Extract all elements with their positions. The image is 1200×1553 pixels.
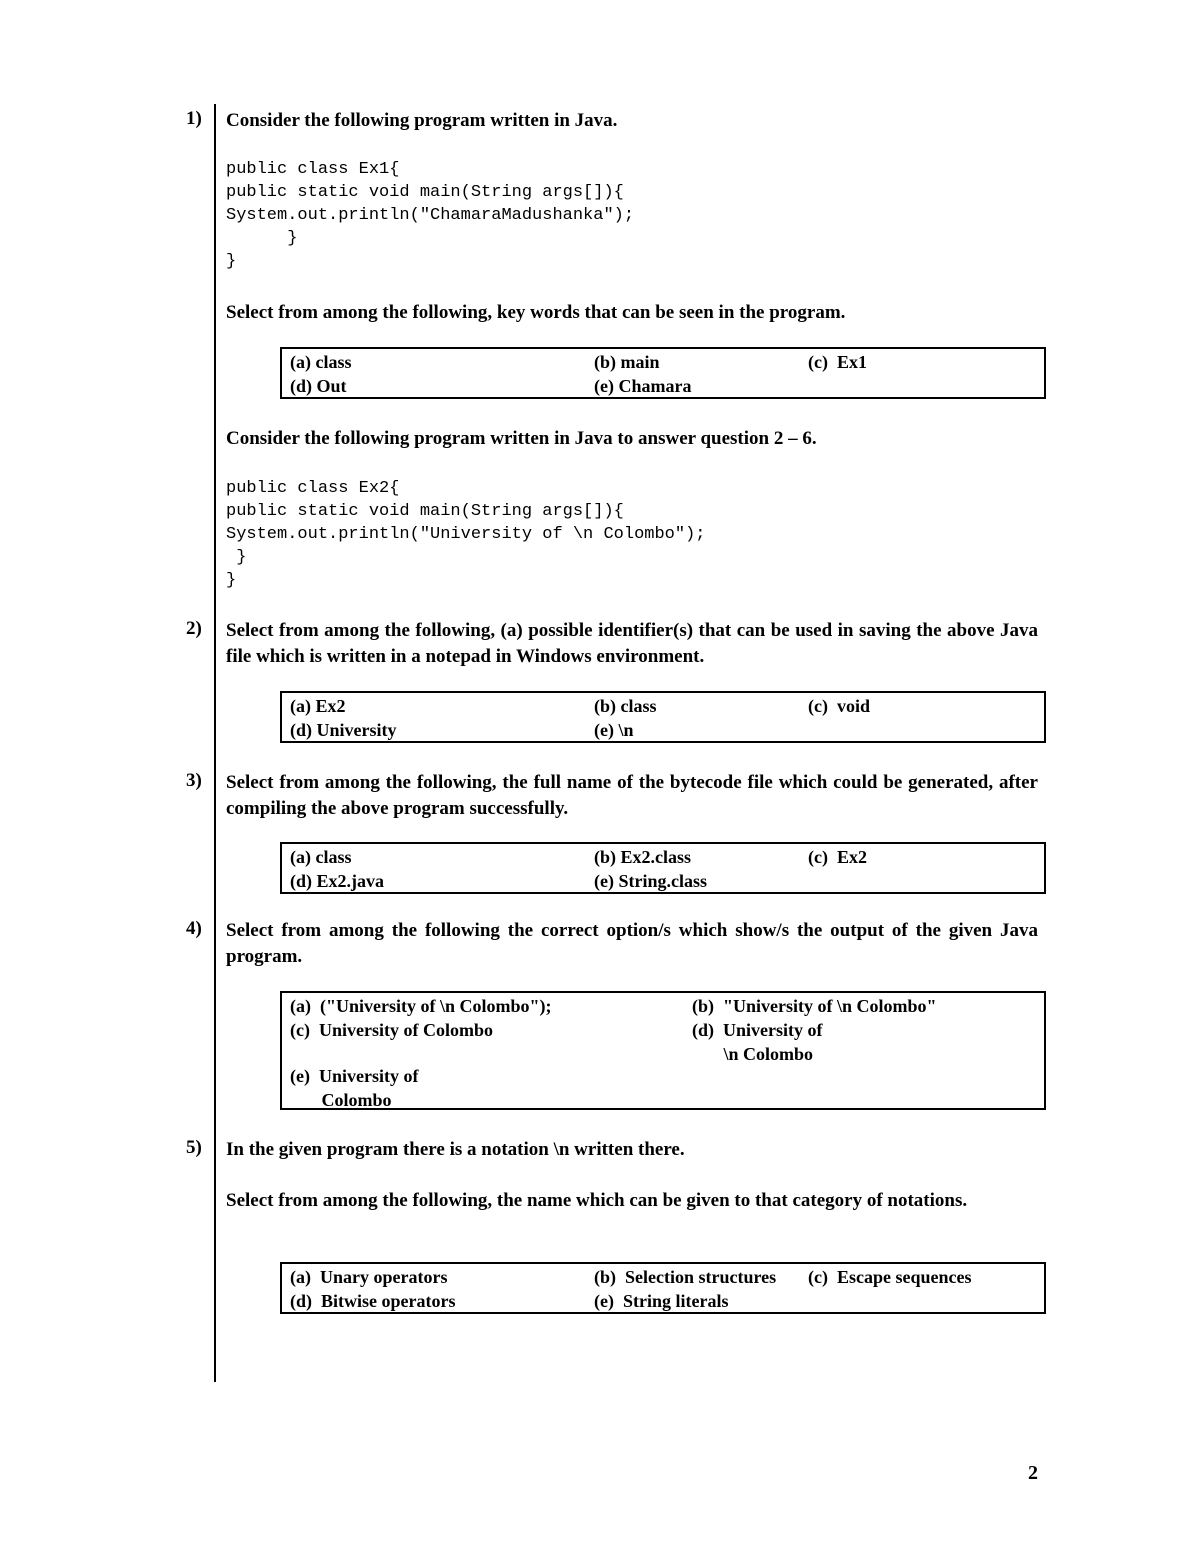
question-1-options: [280, 347, 1046, 399]
question-4-number: 4): [186, 918, 202, 939]
question-4-options: [280, 991, 1046, 1110]
option-a[interactable]: (a) Ex2: [290, 696, 346, 716]
option-a[interactable]: (a) ("University of \n Colombo");: [290, 996, 552, 1016]
option-e[interactable]: (e) String.class: [594, 871, 707, 891]
option-b[interactable]: (b) Ex2.class: [594, 847, 692, 867]
question-3-options: [280, 842, 1046, 894]
option-d[interactable]: (d) Out: [290, 376, 347, 396]
question-1-number: 1): [186, 108, 202, 129]
question-5-number: 5): [186, 1137, 202, 1158]
question-3-number: 3): [186, 770, 202, 791]
option-e[interactable]: (e) String literals: [594, 1291, 729, 1311]
option-b[interactable]: (b) Selection structures: [594, 1267, 777, 1287]
option-a[interactable]: (a) class: [290, 352, 352, 372]
option-a[interactable]: (a) Unary operators: [290, 1267, 448, 1287]
option-e[interactable]: (e) Chamara: [594, 376, 692, 396]
page-number: 2: [1028, 1462, 1038, 1484]
question-1-intro: Consider the following program written in Java.: [226, 110, 618, 131]
option-c[interactable]: (c) University of Colombo: [290, 1020, 493, 1040]
question-2-number: 2): [186, 618, 202, 639]
question-4-text: Select from among the following the correct option/s which show/s the output of the given Java program.: [226, 920, 1038, 967]
option-c[interactable]: (c) void: [808, 696, 870, 716]
question-5-intro: In the given program there is a notation \n written there.: [226, 1139, 685, 1160]
question-5-options: [280, 1262, 1046, 1314]
option-b[interactable]: (b) class: [594, 696, 657, 716]
code-block-ex1: public class Ex1{ public static void main(String args[]){ System.out.println("ChamaraMadushanka"); } }: [226, 160, 635, 271]
question-5-text: Select from among the following, the name which can be given to that category of notations.: [226, 1190, 968, 1211]
option-c[interactable]: (c) Ex2: [808, 847, 867, 867]
code-block-ex2: public class Ex2{ public static void main(String args[]){ System.out.println("University of \n Colombo"); } }: [226, 479, 706, 590]
shared-intro: Consider the following program written in Java to answer question 2 – 6.: [226, 428, 817, 449]
option-d[interactable]: (d) Bitwise operators: [290, 1291, 456, 1311]
option-b[interactable]: (b) main: [594, 352, 660, 372]
question-2-text: Select from among the following, (a) possible identifier(s) that can be used in saving the above Java file which is written in a notepad in Windows environment.: [226, 620, 1038, 667]
question-3-text: Select from among the following, the full name of the bytecode file which could be generated, after compiling the above program successfully.: [226, 772, 1038, 819]
margin-rule: [214, 104, 216, 1382]
option-e[interactable]: (e) University of Colombo: [290, 1066, 419, 1110]
question-2-options: [280, 691, 1046, 743]
option-c[interactable]: (c) Ex1: [808, 352, 867, 372]
question-1-text: Select from among the following, key words that can be seen in the program.: [226, 302, 846, 323]
option-b[interactable]: (b) "University of \n Colombo": [692, 996, 937, 1016]
option-d[interactable]: (d) University: [290, 720, 397, 740]
option-a[interactable]: (a) class: [290, 847, 352, 867]
option-d[interactable]: (d) University of \n Colombo: [692, 1020, 823, 1064]
option-c[interactable]: (c) Escape sequences: [808, 1267, 972, 1287]
option-e[interactable]: (e) \n: [594, 720, 634, 740]
option-d[interactable]: (d) Ex2.java: [290, 871, 384, 891]
